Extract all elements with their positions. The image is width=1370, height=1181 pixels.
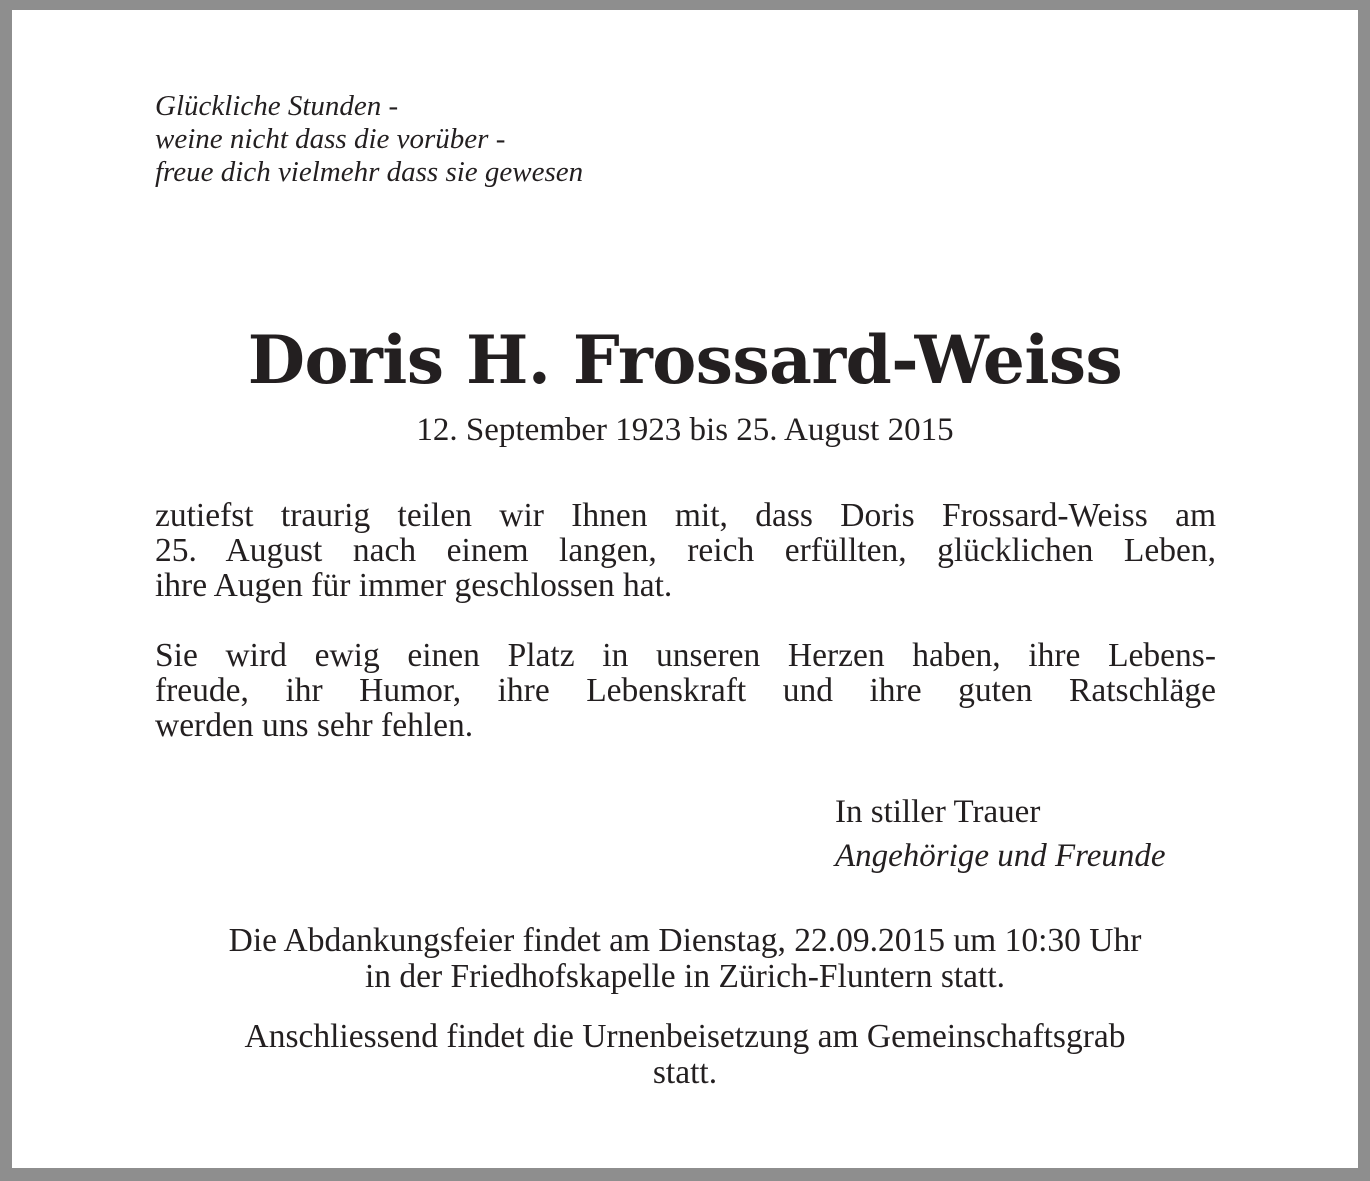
notice-line: Anschliessend findet die Urnenbeisetzung am Gemeinschaftsgrab	[244, 1018, 1126, 1055]
notice-line: Die Abdankungsfeier findet am Dienstag, 22.09.2015 um 10:30 Uhr	[228, 922, 1142, 959]
notice-line: statt.	[652, 1054, 718, 1091]
signature-mourning: In stiller Trauer	[835, 794, 1041, 830]
burial-notice	[12, 1019, 1358, 1091]
paragraph-line: werden uns sehr fehlen.	[155, 707, 474, 744]
paragraph-line: zutiefst traurig teilen wir Ihnen mit, dass Doris Frossard-Weiss am	[155, 497, 1216, 534]
paragraph-line: freude, ihr Humor, ihre Lebenskraft und ihre guten Ratschläge	[155, 672, 1216, 709]
deceased-name: Doris H. Frossard-Weiss	[247, 321, 1123, 399]
paragraph-line: ihre Augen für immer geschlossen hat.	[155, 567, 673, 604]
signature-family: Angehörige und Freunde	[835, 838, 1166, 874]
remembrance-paragraph	[155, 638, 1216, 743]
ceremony-notice	[12, 923, 1358, 995]
notice-line: in der Friedhofskapelle in Zürich-Fluntern statt.	[364, 958, 1006, 995]
motto-verse	[155, 90, 583, 189]
paragraph-line: Sie wird ewig einen Platz in unseren Herzen haben, ihre Lebens-	[155, 637, 1216, 674]
motto-line: Glückliche Stunden -	[155, 90, 399, 122]
motto-line: freue dich vielmehr dass sie gewesen	[155, 156, 584, 188]
obituary-page	[12, 10, 1358, 1168]
motto-line: weine nicht dass die vorüber -	[155, 123, 506, 155]
life-dates: 12. September 1923 bis 25. August 2015	[416, 412, 954, 448]
announcement-paragraph	[155, 498, 1216, 603]
paragraph-line: 25. August nach einem langen, reich erfüllten, glücklichen Leben,	[155, 532, 1216, 569]
